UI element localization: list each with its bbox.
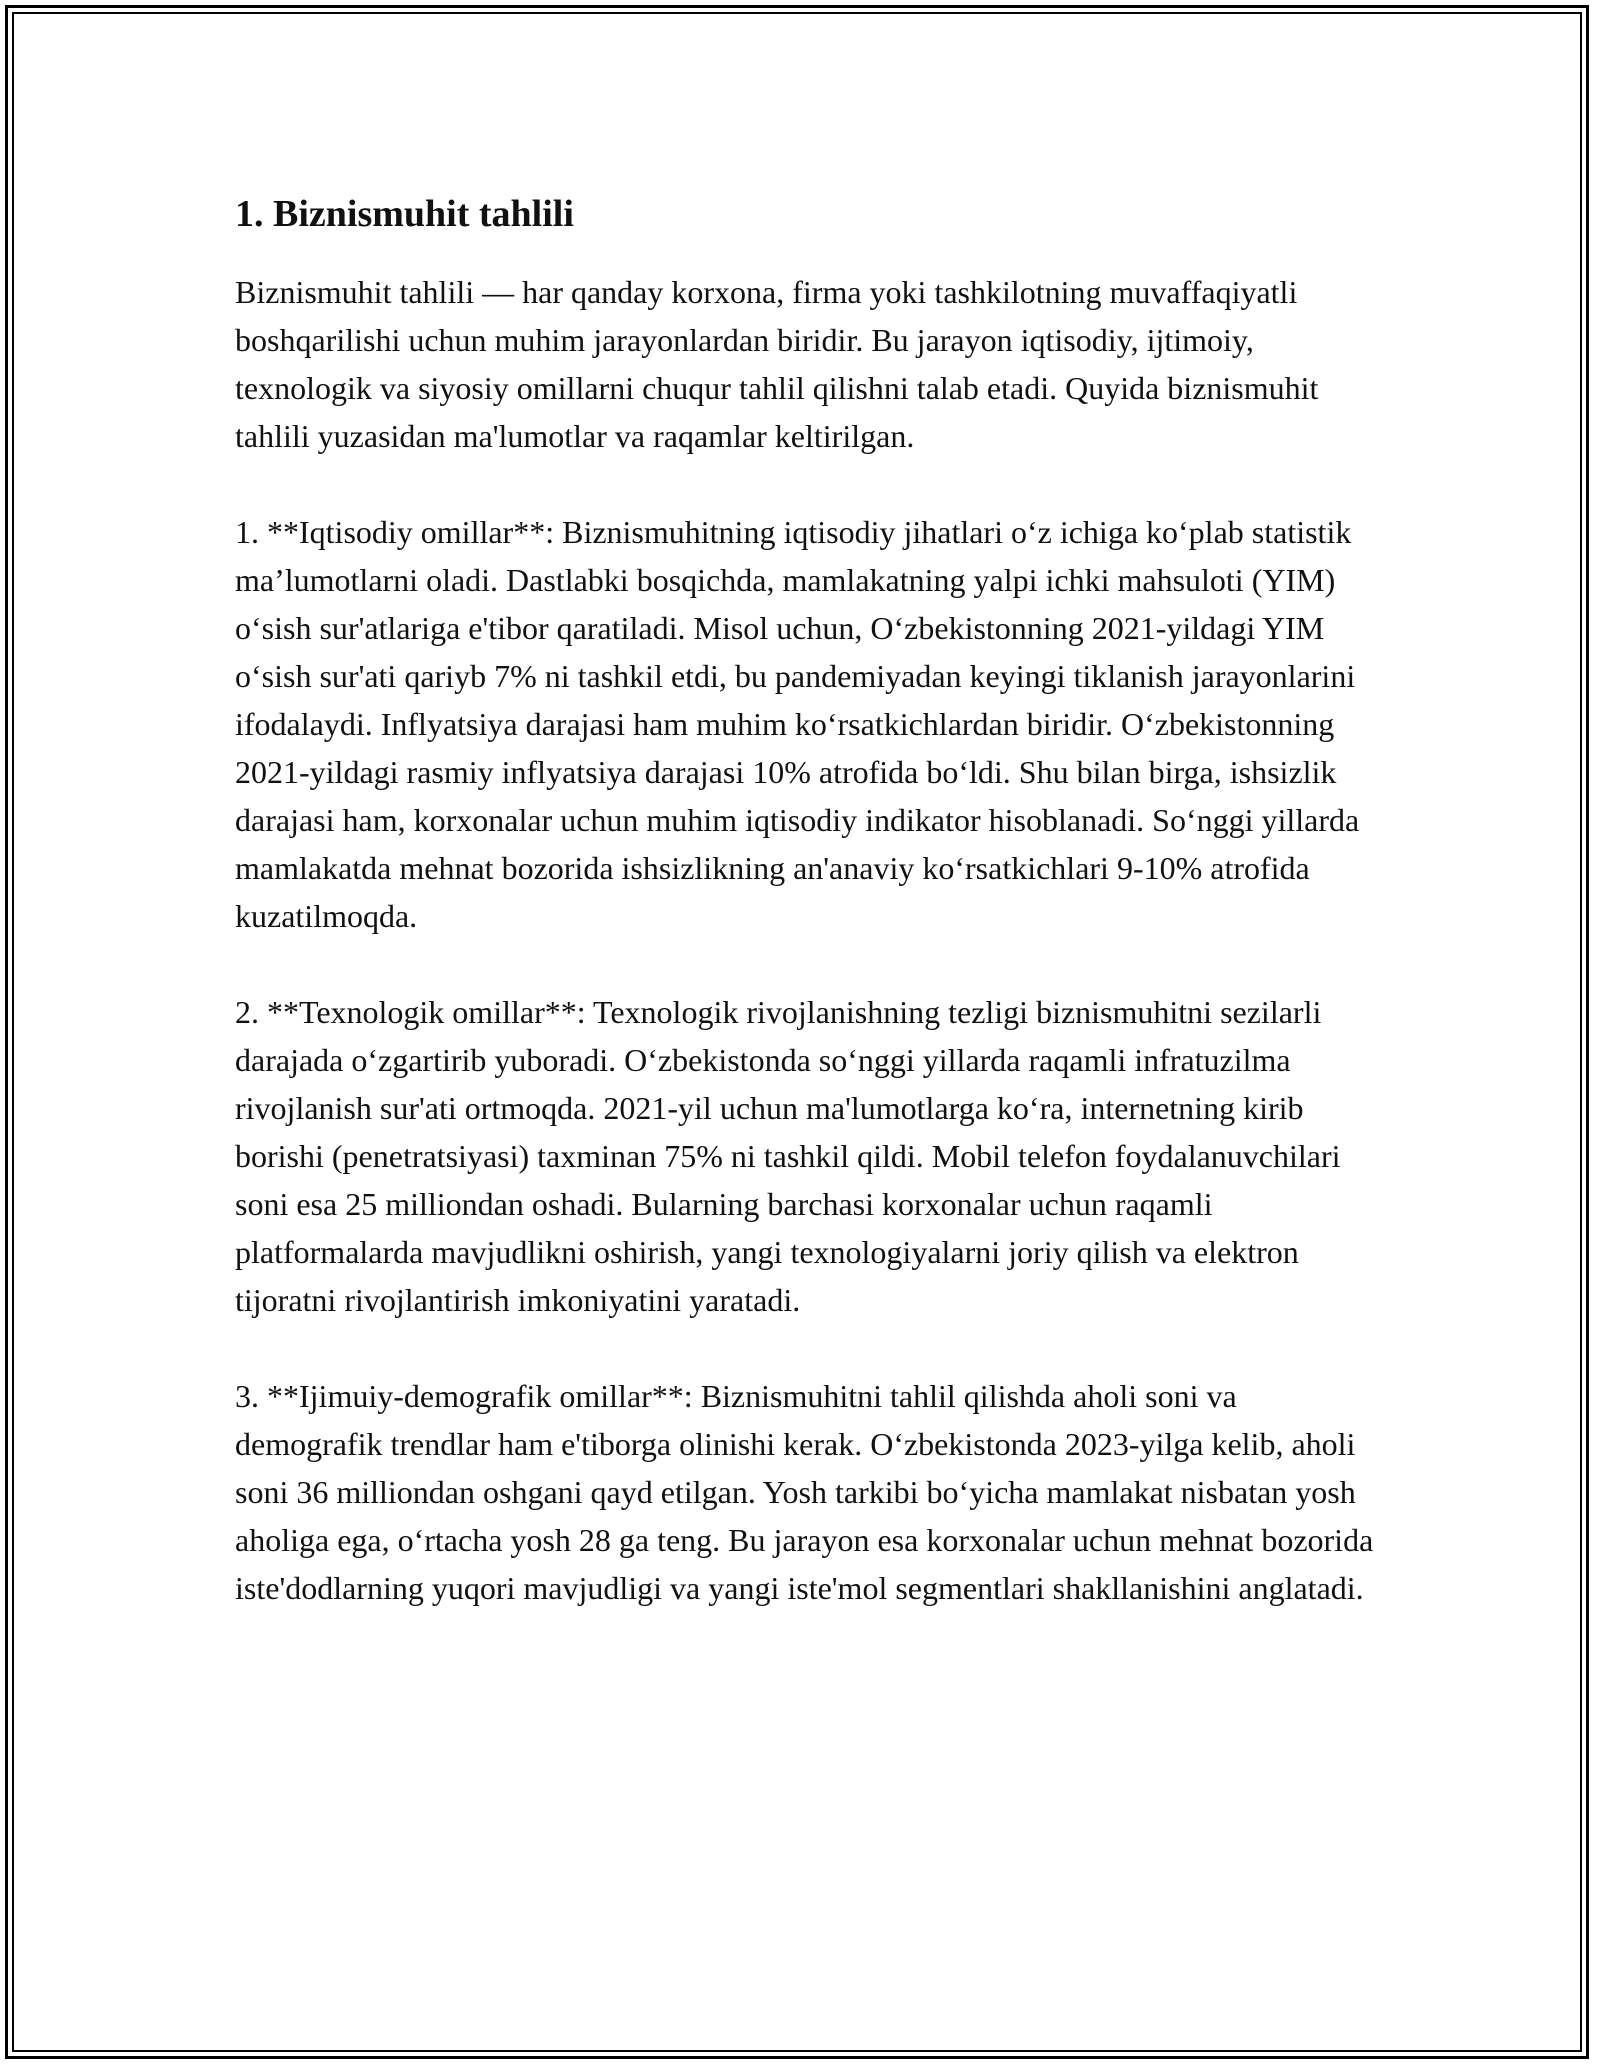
social-demographic-factors-paragraph: 3. **Ijimuiy-demografik omillar**: Biznismuhitni tahlil qilishda aholi soni va demografik trendlar ham e'tiborga olinishi kerak. O‘zbekistonda 2023-yilga kelib, aholi soni 36 milliondan oshgani qayd etilgan. Yosh tarkibi bo‘yicha mamlakat nisbatan yosh aholiga ega, o‘rtacha yosh 28 ga teng. Bu jarayon esa korxonalar uchun mehnat bozorida iste'dodlarning yuqori mavjudligi va yangi iste'mol segmentlari shakllanishini anglatadi.	[235, 1378, 1374, 1606]
document-body	[235, 188, 1375, 1660]
economic-factors-paragraph: 1. **Iqtisodiy omillar**: Biznismuhitning iqtisodiy jihatlari o‘z ichiga ko‘plab statistik ma’lumotlarni oladi. Dastlabki bosqichda, mamlakatning yalpi ichki mahsuloti (YIM) o‘sish sur'atlariga e'tibor qaratiladi. Misol uchun, O‘zbekistonning 2021-yildagi YIM o‘sish sur'ati qariyb 7% ni tashkil etdi, bu pandemiyadan keyingi tiklanish jarayonlarini ifodalaydi. Inflyatsiya darajasi ham muhim ko‘rsatkichlardan biridir. O‘zbekistonning 2021-yildagi rasmiy inflyatsiya darajasi 10% atrofida bo‘ldi. Shu bilan birga, ishsizlik darajasi ham, korxonalar uchun muhim iqtisodiy indikator hisoblanadi. So‘nggi yillarda mamlakatda mehnat bozorida ishsizlikning an'anaviy ko‘rsatkichlari 9-10% atrofida kuzatilmoqda.	[235, 514, 1360, 934]
technological-factors-paragraph: 2. **Texnologik omillar**: Texnologik rivojlanishning tezligi biznismuhitni sezilarli darajada o‘zgartirib yuboradi. O‘zbekistonda so‘nggi yillarda raqamli infratuzilma rivojlanish sur'ati ortmoqda. 2021-yil uchun ma'lumotlarga ko‘ra, internetning kirib borishi (penetratsiyasi) taxminan 75% ni tashkil qildi. Mobil telefon foydalanuvchilari soni esa 25 milliondan oshadi. Bularning barchasi korxonalar uchun raqamli platformalarda mavjudlikni oshirish, yangi texnologiyalarni joriy qilish va elektron tijoratni rivojlantirish imkoniyatini yaratadi.	[235, 994, 1341, 1318]
intro-paragraph: Biznismuhit tahlili — har qanday korxona, firma yoki tashkilotning muvaffaqiyatli boshqarilishi uchun muhim jarayonlardan biridir. Bu jarayon iqtisodiy, ijtimoiy, texnologik va siyosiy omillarni chuqur tahlil qilishni talab etadi. Quyida biznismuhit tahlili yuzasidan ma'lumotlar va raqamlar keltirilgan.	[235, 274, 1319, 454]
section-heading: 1. Biznismuhit tahlili	[235, 193, 574, 235]
